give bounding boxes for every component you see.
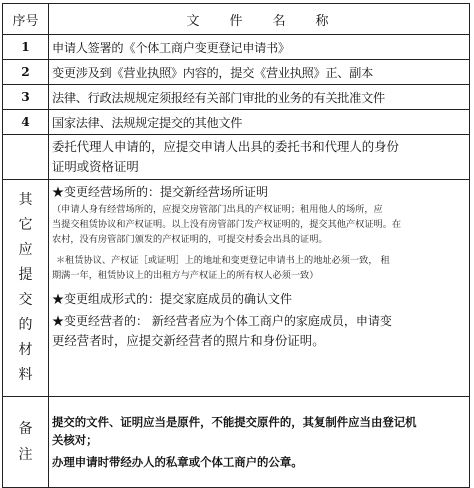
label-char: 注 [18,447,33,463]
label-char: 它 [18,217,33,233]
header-file-name: 文件名称 [49,4,470,35]
requirements-table [2,3,470,488]
row-number: 4 [3,110,49,135]
row-text: 申请人签署的《个体工商户变更登记申请书》 [49,35,470,60]
remarks-line: 办理申请时带经办人的私章或个体工商户的公章。 [52,455,303,469]
remarks-line: 关核对； [52,433,98,447]
address-note-line: ＊租赁协议、产权证［或证明］上的地址和变更登记申请书上的地址必须一致， 租 [56,255,390,266]
address-change-title: ★变更经营场所的：提交新经营场所证明 [52,185,269,199]
other-materials-content [49,180,470,397]
address-note-line: 期满一年，租赁协议上的出租方与产权证上的所有权人必须一致） [52,270,319,281]
label-char: 备 [18,421,33,437]
operator-change-line: ★变更经营者的： 新经营者应为个体工商户的家庭成员，申请变 [52,314,392,328]
remarks-row [3,397,470,488]
delegate-cell [49,135,470,180]
label-char: 的 [18,317,33,333]
header-seq: 序号 [3,4,49,35]
delegate-line: 委托代理人申请的，应提交申请人出具的委托书和代理人的身份 [52,139,399,154]
other-materials-label [3,180,49,397]
table-row [3,85,470,110]
table-row [3,35,470,60]
remarks-line: 提交的文件、证明应当是原件，不能提交原件的，其复制件应当由登记机 [52,415,417,429]
table-row [3,60,470,85]
address-note-line: （申请人身有经营场所的，应提交房管部门出具的产权证明；租用他人的场所，应 [52,204,383,215]
row-text: 国家法律、法规规定提交的其他文件 [49,110,470,135]
table-row [3,110,470,135]
label-char: 提 [18,267,33,283]
label-char: 料 [18,367,33,383]
form-change-line: ★变更组成形式的：提交家庭成员的确认文件 [52,292,293,306]
operator-change-line: 更经营者时，应提交新经营者的照片和身份证明。 [52,333,325,348]
remarks-content [49,397,470,488]
label-char: 交 [18,292,33,308]
address-note-line: 当提交租赁协议和产权证明。以上没有房管部门发产权证明的，提交其他产权证明。在 [52,219,402,230]
delegate-row [3,135,470,180]
empty-cell [3,135,49,180]
row-text: 变更涉及到《营业执照》内容的，提交《营业执照》正、副本 [49,60,470,85]
other-materials-row [3,180,470,397]
row-text: 法律、行政法规规定须报经有关部门审批的业务的有关批准文件 [49,85,470,110]
label-char: 材 [18,342,33,358]
label-char: 应 [18,242,33,258]
delegate-line: 证明或资格证明 [52,159,139,174]
row-number: 3 [3,85,49,110]
label-char: 其 [18,192,33,208]
remarks-label [3,397,49,488]
address-note-line: 农村，没有房管部门颁发的产权证明的，可提交村委会出具的证明。 [52,234,328,245]
row-number: 2 [3,60,49,85]
row-number: 1 [3,35,49,60]
table-header-row [3,4,470,35]
